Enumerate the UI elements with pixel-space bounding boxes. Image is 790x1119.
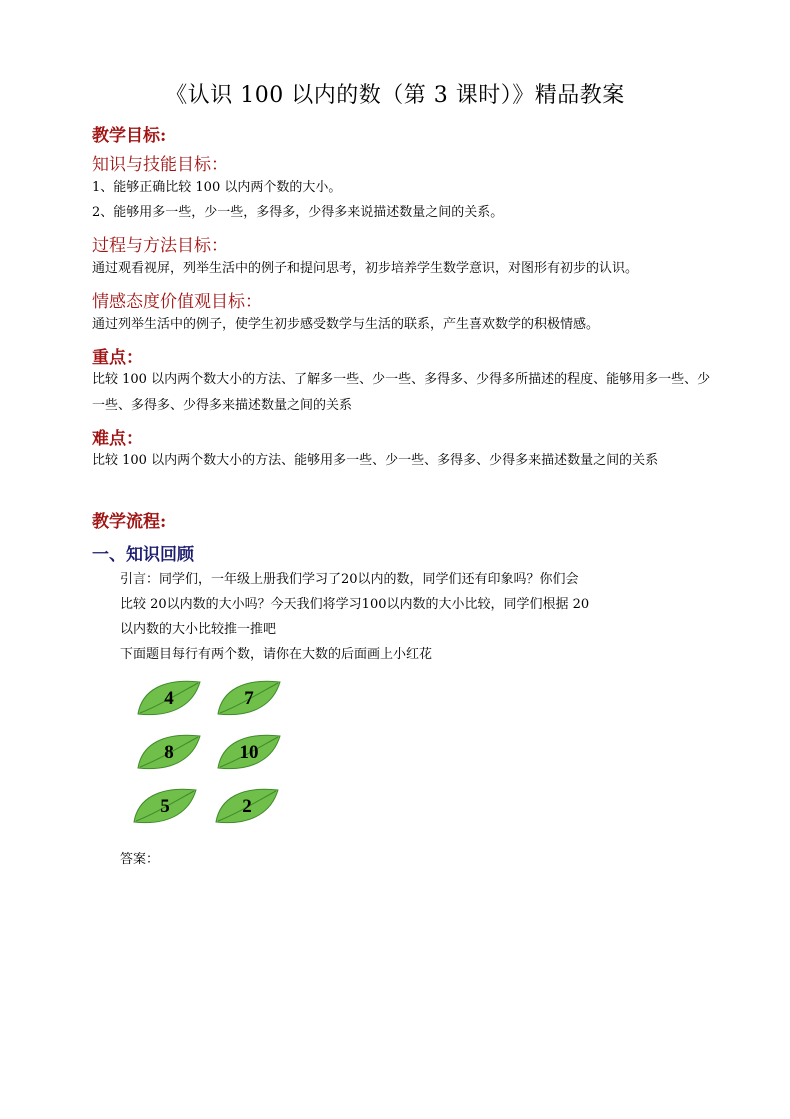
flow-heading: 教学流程: (92, 512, 167, 532)
leaf-number-5 (130, 784, 200, 830)
review-line-3: 以内数的大小比较推一推吧 (120, 622, 277, 637)
knowledge-heading: 知识与技能目标： (92, 155, 228, 175)
emotion-text: 通过列举生活中的例子，使学生初步感受数学与生活的联系，产生喜欢数学的积极情感。 (92, 317, 600, 332)
leaf-number-2 (212, 784, 282, 830)
leaf-number: 8 (164, 742, 174, 763)
goals-heading: 教学目标: (92, 126, 167, 146)
review-line-1: 引言：同学们，一年级上册我们学习了20以内的数，同学们还有印象吗？你们会 (120, 572, 579, 587)
difficult-text: 比较 100 以内两个数大小的方法、能够用多一些、少一些、多得多、少得多来描述数量之间的关系 (92, 453, 659, 468)
process-heading: 过程与方法目标： (92, 236, 228, 256)
leaf-number: 4 (164, 688, 174, 709)
page-title: 《认识 100 以内的数（第 3 课时）》精品教案 (165, 83, 625, 108)
leaf-number: 5 (160, 796, 170, 817)
emotion-heading: 情感态度价值观目标： (92, 292, 262, 312)
leaf-number: 2 (242, 796, 252, 817)
leaf-number-7 (214, 676, 284, 722)
leaf-number: 10 (239, 742, 259, 763)
key-heading: 重点： (92, 348, 143, 368)
leaf-number: 7 (244, 688, 254, 709)
leaf-number-10 (214, 730, 284, 776)
review-heading: 一、知识回顾 (92, 545, 194, 565)
difficult-heading: 难点： (92, 429, 143, 449)
process-text: 通过观看视屏，列举生活中的例子和提问思考，初步培养学生数学意识，对图形有初步的认识。 (92, 261, 639, 276)
key-text: 比较 100 以内两个数大小的方法、了解多一些、少一些、多得多、少得多所描述的程度、能够用多一些、少一些、多得多、少得多来描述数量之间的关系 (92, 372, 711, 413)
review-line-4: 下面题目每行有两个数，请你在大数的后面画上小红花 (120, 647, 433, 662)
leaf-number-4 (134, 676, 204, 722)
knowledge-item-2: 2、能够用多一些，少一些，多得多，少得多来说描述数量之间的关系。 (92, 205, 504, 220)
leaf-number-8 (134, 730, 204, 776)
review-line-2: 比较 20以内数的大小吗？今天我们将学习100以内数的大小比较，同学们根据 20 (120, 597, 590, 612)
knowledge-item-1: 1、能够正确比较 100 以内两个数的大小。 (92, 180, 342, 195)
answer-label: 答案： (120, 852, 160, 867)
